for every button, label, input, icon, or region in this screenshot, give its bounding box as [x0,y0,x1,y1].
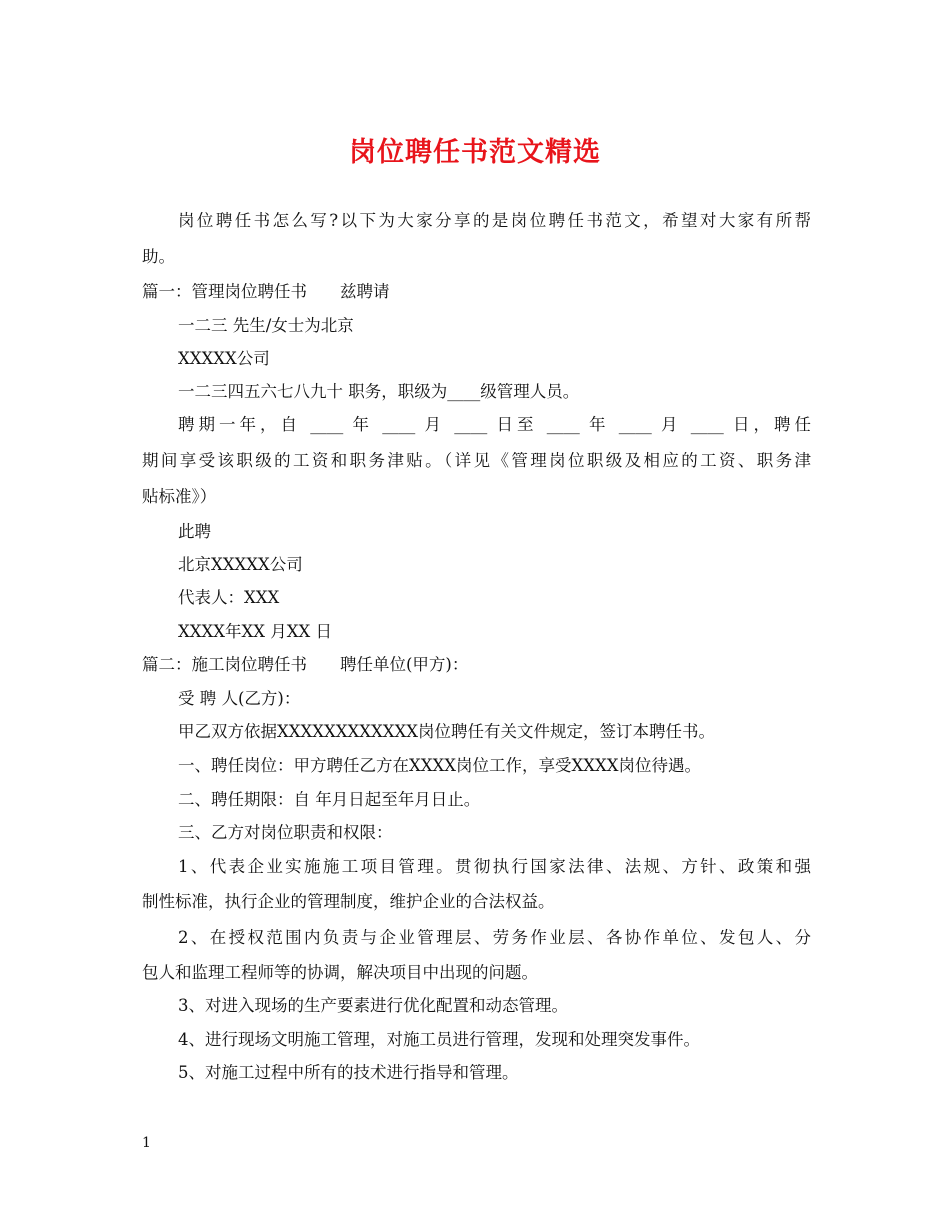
paragraph-line: 岗位聘任书怎么写?以下为大家分享的是岗位聘任书范文，希望对大家有所帮 [178,211,811,230]
document-title: 岗位聘任书范文精选 [349,137,601,168]
section-heading: 篇二：施工岗位聘任书 聘任单位(甲方)： [142,655,469,674]
paragraph-line: 助。 [142,247,175,266]
page-number: 1 [142,1135,151,1151]
paragraph-line: 三、乙方对岗位职责和权限： [178,823,393,842]
paragraph-line: 二、聘任期限：自 年月日起至年月日止。 [178,790,481,809]
paragraph-line: 代表人：XXX [178,588,280,607]
paragraph-line: 一二三四五六七八九十 职务，职级为____级管理人员。 [178,382,580,401]
paragraph-line: 制性标准，执行企业的管理制度，维护企业的合法权益。 [142,892,555,911]
paragraph-line: XXXX年XX 月XX 日 [178,622,332,641]
paragraph-line: 贴标准》） [142,487,217,506]
paragraph-line: 甲乙双方依据XXXXXXXXXXXX岗位聘任有关文件规定，签订本聘任书。 [178,722,715,741]
paragraph-line: 1、代表企业实施施工项目管理。贯彻执行国家法律、法规、方针、政策和强 [178,857,811,876]
paragraph-line: 包人和监理工程师等的协调，解决项目中出现的问题。 [142,963,538,982]
section-heading: 篇一：管理岗位聘任书 兹聘请 [142,282,390,301]
paragraph-line: 一二三 先生/女士为北京 [178,316,354,335]
paragraph-line: 3、对进入现场的生产要素进行优化配置和动态管理。 [178,996,568,1015]
paragraph-line: 5、对施工过程中所有的技术进行指导和管理。 [178,1063,519,1082]
paragraph-line: 聘期一年，自 ____ 年 ____ 月 ____ 日至 ____ 年 ____ 月 ____ 日，聘任 [178,415,811,434]
paragraph-line: 一、聘任岗位：甲方聘任乙方在XXXX岗位工作，享受XXXX岗位待遇。 [178,756,701,775]
paragraph-line: 此聘 [178,522,211,541]
paragraph-line: 4、进行现场文明施工管理，对施工员进行管理，发现和处理突发事件。 [178,1030,700,1049]
paragraph-line: XXXXX公司 [178,349,270,368]
paragraph-line: 期间享受该职级的工资和职务津贴。（详见《管理岗位职级及相应的工资、职务津 [142,451,811,470]
paragraph-line: 受 聘 人(乙方)： [178,689,301,708]
paragraph-line: 2、在授权范围内负责与企业管理层、劳务作业层、各协作单位、发包人、分 [178,928,811,947]
paragraph-line: 北京XXXXX公司 [178,555,303,574]
